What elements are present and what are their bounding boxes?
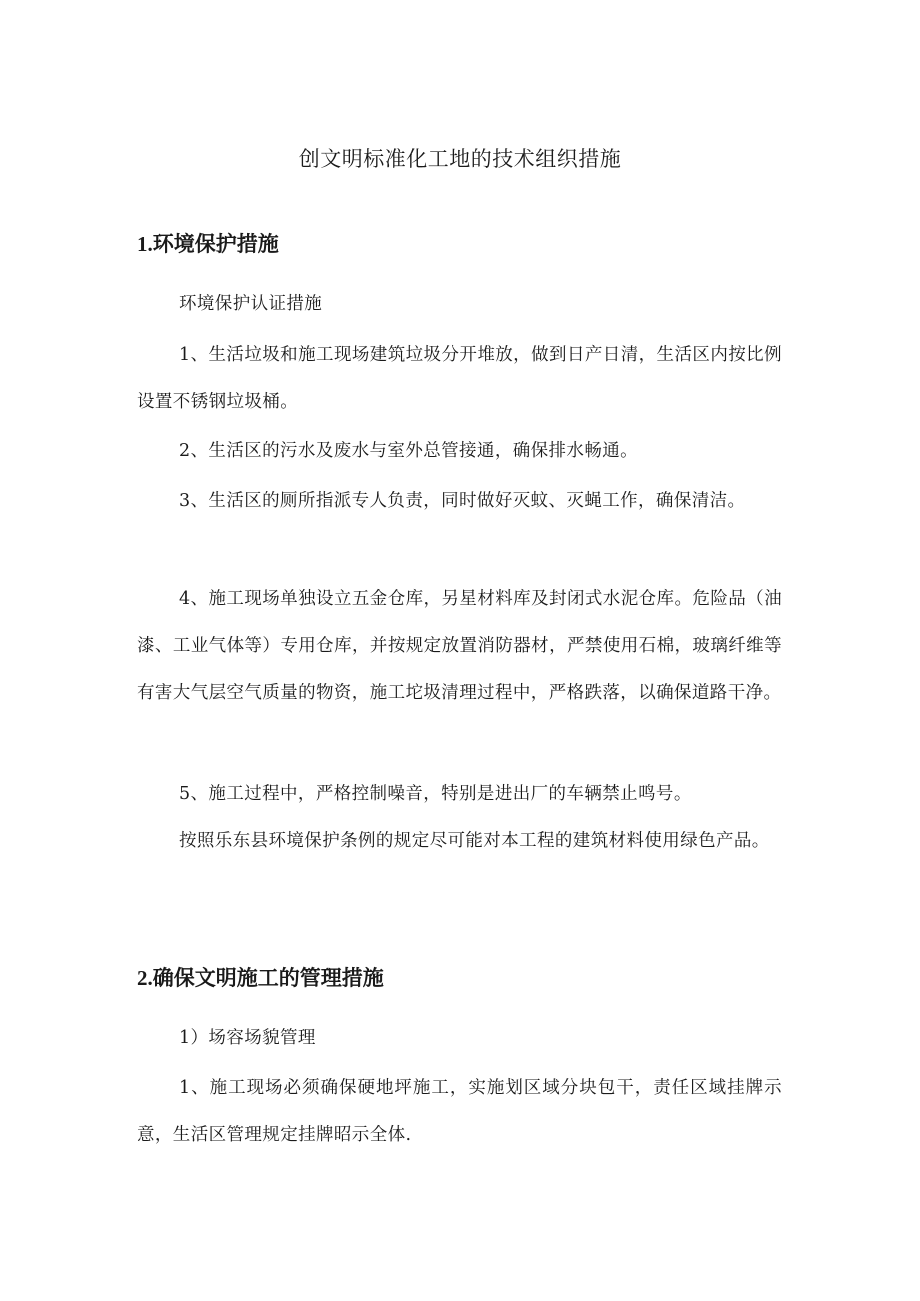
paragraph-subheading: 1）场容场貌管理: [179, 1028, 316, 1048]
document-title: 创文明标准化工地的技术组织措施: [298, 147, 622, 171]
paragraph-item-5: 5、施工过程中，严格控制噪音，特别是进出厂的车辆禁止鸣号。: [179, 784, 692, 804]
section-title: 确保文明施工的管理措施: [152, 966, 384, 990]
paragraph-item-1: 1、生活垃圾和施工现场建筑垃圾分开堆放，做到日产日清，生活区内按比例设置不锈钢垃圾桶。: [137, 345, 782, 412]
paragraph-item-1: 1、施工现场必须确保硬地坪施工，实施划区域分块包干，责任区域挂牌示意，生活区管理规定挂牌昭示全体.: [137, 1078, 782, 1145]
paragraph-regulation: 按照乐东县环境保护条例的规定尽可能对本工程的建筑材料使用绿色产品。: [179, 831, 770, 851]
section-heading-management: [137, 962, 384, 992]
section-heading-environment: [137, 228, 279, 258]
paragraph-item-3: 3、生活区的厕所指派专人负责，同时做好灭蚊、灭蝇工作，确保清洁。: [179, 491, 746, 511]
paragraph-item-2: 2、生活区的污水及废水与室外总管接通，确保排水畅通。: [179, 441, 639, 461]
paragraph-subheading: 环境保护认证措施: [179, 294, 323, 314]
section-number: 1.: [137, 232, 153, 256]
section-number: 2.: [137, 966, 153, 990]
paragraph-item-4: 4、施工现场单独设立五金仓库，另星材料库及封闭式水泥仓库。危险品（油漆、工业气体等）专用仓库，并按规定放置消防器材，严禁使用石棉，玻璃纤维等有害大气层空气质量的物资，施工坨圾清理过程中，严格跌落，以确保道路干净。: [137, 589, 782, 703]
section-title: 环境保护措施: [152, 232, 279, 256]
